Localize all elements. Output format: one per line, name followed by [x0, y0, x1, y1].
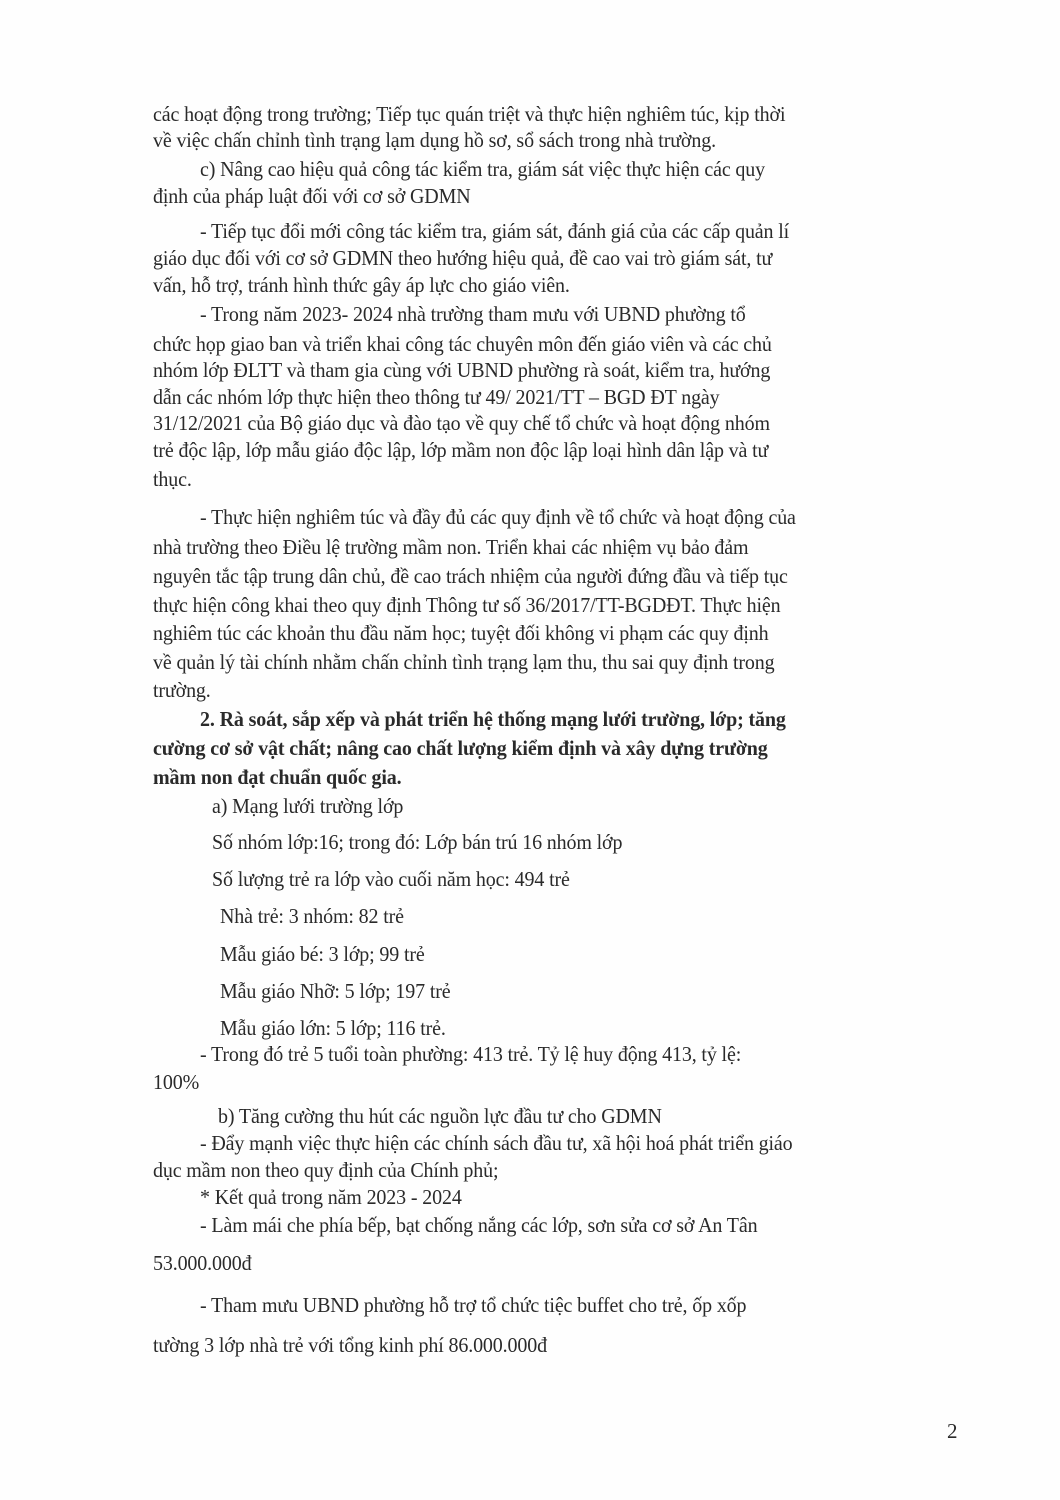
text-line: 100% — [153, 1070, 200, 1094]
text-line: nhà trường theo Điều lệ trường mầm non. Triển khai các nhiệm vụ bảo đảm — [153, 535, 749, 559]
text-line: về việc chấn chỉnh tình trạng lạm dụng hồ sơ, sổ sách trong nhà trường. — [153, 128, 716, 152]
text-line: Nhà trẻ: 3 nhóm: 82 trẻ — [220, 904, 404, 928]
text-line: - Đẩy mạnh việc thực hiện các chính sách đầu tư, xã hội hoá phát triển giáo — [200, 1131, 793, 1155]
text-line: trường. — [153, 678, 211, 702]
text-line: giáo dục đối với cơ sở GDMN theo hướng hiệu quả, đề cao vai trò giám sát, tư — [153, 246, 773, 270]
text-line: dẫn các nhóm lớp thực hiện theo thông tư 49/ 2021/TT – BGD ĐT ngày — [153, 385, 720, 409]
section-heading-c: c) Nâng cao hiệu quả công tác kiểm tra, giám sát việc thực hiện các quy — [200, 157, 766, 181]
text-line: Mẫu giáo lớn: 5 lớp; 116 trẻ. — [220, 1016, 446, 1040]
text-line: các hoạt động trong trường; Tiếp tục quán triệt và thực hiện nghiêm túc, kịp thời — [153, 102, 786, 126]
text-line: nguyên tắc tập trung dân chủ, đề cao trách nhiệm của người đứng đầu và tiếp tục — [153, 564, 788, 588]
text-line: - Tiếp tục đổi mới công tác kiểm tra, giám sát, đánh giá của các cấp quản lí — [200, 219, 790, 243]
text-line: định của pháp luật đối với cơ sở GDMN — [153, 184, 471, 208]
text-line: tường 3 lớp nhà trẻ với tổng kinh phí 86.000.000đ — [153, 1333, 547, 1357]
text-line: nhóm lớp ĐLTT và tham gia cùng với UBND phường rà soát, kiểm tra, hướng — [153, 358, 771, 382]
text-line: chức họp giao ban và triển khai công tác chuyên môn đến giáo viên và các chủ — [153, 332, 772, 356]
text-line: - Làm mái che phía bếp, bạt chống nắng các lớp, sơn sửa cơ sở An Tân — [200, 1213, 758, 1237]
text-line: vấn, hỗ trợ, tránh hình thức gây áp lực cho giáo viên. — [153, 273, 570, 297]
text-line: Số lượng trẻ ra lớp vào cuối năm học: 494 trẻ — [212, 867, 570, 891]
section-heading-2: 2. Rà soát, sắp xếp và phát triển hệ thống mạng lưới trường, lớp; tăng — [200, 707, 786, 731]
text-line: 53.000.000đ — [153, 1251, 252, 1275]
text-line: nghiêm túc các khoản thu đầu năm học; tuyệt đối không vi phạm các quy định — [153, 621, 769, 645]
text-line: * Kết quả trong năm 2023 - 2024 — [200, 1185, 462, 1209]
section-heading-2-cont: mầm non đạt chuẩn quốc gia. — [153, 765, 402, 789]
text-line: Số nhóm lớp:16; trong đó: Lớp bán trú 16 nhóm lớp — [212, 830, 623, 854]
text-line: Mẫu giáo Nhỡ: 5 lớp; 197 trẻ — [220, 979, 451, 1003]
page-number: 2 — [947, 1419, 958, 1443]
text-line: trẻ độc lập, lớp mẫu giáo độc lập, lớp mầm non độc lập loại hình dân lập và tư — [153, 438, 769, 462]
text-line: - Trong đó trẻ 5 tuổi toàn phường: 413 trẻ. Tỷ lệ huy động 413, tỷ lệ: — [200, 1042, 742, 1066]
subsection-heading-b: b) Tăng cường thu hút các nguồn lực đầu tư cho GDMN — [218, 1104, 662, 1128]
text-line: - Trong năm 2023- 2024 nhà trường tham mưu với UBND phường tổ — [200, 302, 746, 326]
text-line: 31/12/2021 của Bộ giáo dục và đào tạo về quy chế tổ chức và hoạt động nhóm — [153, 411, 770, 435]
text-line: - Tham mưu UBND phường hỗ trợ tổ chức tiệc buffet cho trẻ, ốp xốp — [200, 1293, 747, 1317]
text-line: Mẫu giáo bé: 3 lớp; 99 trẻ — [220, 942, 425, 966]
text-line: thực hiện công khai theo quy định Thông tư số 36/2017/TT-BGDĐT. Thực hiện — [153, 593, 781, 617]
text-line: - Thực hiện nghiêm túc và đầy đủ các quy định về tổ chức và hoạt động của — [200, 505, 796, 529]
text-line: thục. — [153, 467, 192, 491]
text-line: về quản lý tài chính nhằm chấn chỉnh tình trạng lạm thu, thu sai quy định trong — [153, 650, 775, 674]
section-heading-2-cont: cường cơ sở vật chất; nâng cao chất lượng kiểm định và xây dựng trường — [153, 736, 768, 760]
subsection-heading-a: a) Mạng lưới trường lớp — [212, 794, 404, 818]
text-line: dục mầm non theo quy định của Chính phủ; — [153, 1158, 499, 1182]
